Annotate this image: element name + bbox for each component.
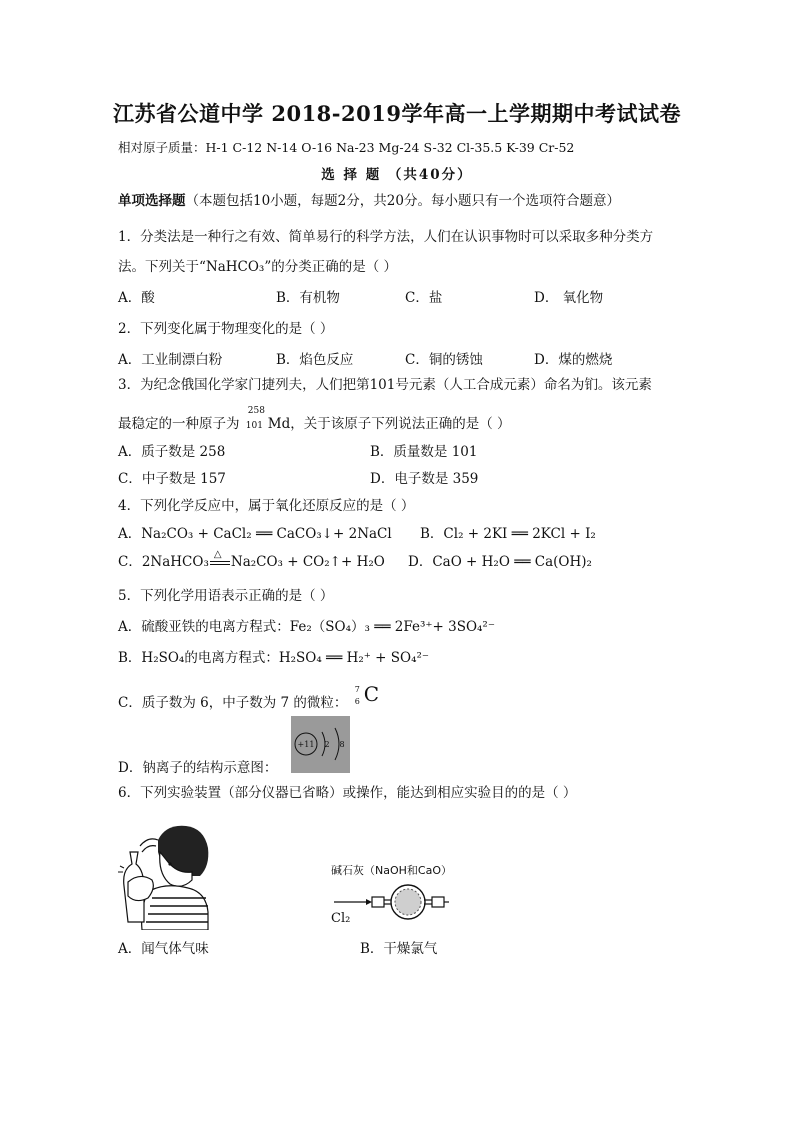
section-instructions <box>118 192 620 210</box>
c-mass-number: 7 <box>354 685 360 694</box>
section-title: 选 择 题 （共40分） <box>321 167 473 183</box>
q2-option-b: B．焰色反应 <box>276 352 354 368</box>
q2-option-d: D．煤的燃烧 <box>534 352 613 368</box>
shell-2-electrons: 8 <box>339 740 345 749</box>
q4-c-reactant: C．2NaHCO₃ <box>118 554 209 570</box>
heat-arrow <box>209 549 231 571</box>
q5-option-b: B．H₂SO₄的电离方程式：H₂SO₄ ══ H₂⁺ + SO₄²⁻ <box>118 650 430 666</box>
equals-bar <box>210 561 230 565</box>
q4-option-d: D．CaO + H₂O ══ Ca(OH)₂ <box>408 554 592 570</box>
eye-icon <box>168 862 171 865</box>
md-nuclide <box>244 406 268 433</box>
q6-stem: 6．下列实验装置（部分仪器已省略）或操作，能达到相应实验目的的是（ ） <box>118 785 577 801</box>
q5-c-text: C．质子数为 6，中子数为 7 的微粒： <box>118 695 348 711</box>
q4-option-b: B．Cl₂ + 2KI ══ 2KCl + I₂ <box>420 526 596 542</box>
shell-1-electrons: 2 <box>324 740 330 749</box>
q6-option-a: A．闻气体气味 <box>118 941 209 957</box>
arrow-head-icon <box>366 899 372 905</box>
stopper-right <box>432 897 444 907</box>
gas-lines-icon <box>118 866 124 872</box>
q5-option-c <box>118 682 379 712</box>
q2-stem: 2．下列变化属于物理变化的是（ ） <box>118 321 334 337</box>
q3-option-c: C．中子数是 157 <box>118 471 226 487</box>
q3-option-b: B．质量数是 101 <box>370 444 478 460</box>
q4-stem: 4．下列化学反应中，属于氧化还原反应的是（ ） <box>118 498 415 514</box>
md-mass-number: 258 <box>247 406 265 416</box>
q1-stem-line2: 法。下列关于“NaHCO₃”的分类正确的是（ ） <box>118 259 398 275</box>
instr-text: （本题包括10小题，每题2分，共20分。每小题只有一个选项符合题意） <box>185 193 620 209</box>
q2-option-c: C．铜的锈蚀 <box>405 352 483 368</box>
c-symbol: C <box>363 682 379 706</box>
q6-option-b: B．干燥氯气 <box>360 941 438 957</box>
q1-option-a: A．酸 <box>118 290 155 306</box>
sodium-ion-diagram <box>291 716 350 773</box>
gas-label: Cl₂ <box>331 911 351 926</box>
q3-option-d: D．电子数是 359 <box>370 471 479 487</box>
md-symbol: Md <box>267 416 291 432</box>
q3-stem-line2 <box>118 406 511 433</box>
q2-option-a: A．工业制漂白粉 <box>118 352 223 368</box>
q1-stem-line1: 1．分类法是一种行之有效、简单易行的科学方法，人们在认识事物时可以采取多种分类方 <box>118 229 654 245</box>
q4-option-c <box>118 549 385 571</box>
hand-icon <box>128 876 153 900</box>
md-atomic-number: 101 <box>245 421 263 431</box>
q4-option-a: A．Na₂CO₃ + CaCl₂ ══ CaCO₃↓+ 2NaCl <box>118 526 392 542</box>
q3-option-a: A．质子数是 258 <box>118 444 226 460</box>
q5-option-d: D．钠离子的结构示意图： <box>118 760 278 776</box>
nucleus-charge: +11 <box>297 740 315 749</box>
q1-option-c: C．盐 <box>405 290 443 306</box>
q1-option-b: B．有机物 <box>276 290 340 306</box>
wafting-hand-icon <box>140 839 158 852</box>
q4-c-products: Na₂CO₃ + CO₂↑+ H₂O <box>230 554 385 570</box>
q1-option-d: D． 氧化物 <box>534 290 604 306</box>
q5-option-a: A．硫酸亚铁的电离方程式：Fe₂（SO₄）₃ ══ 2Fe³⁺+ 3SO₄²⁻ <box>118 619 495 635</box>
c-atomic-number: 6 <box>354 697 360 706</box>
q3-stem-post: ，关于该原子下列说法正确的是（ ） <box>290 416 511 432</box>
stopper-left <box>372 897 384 907</box>
smelling-gas-illustration <box>118 822 210 930</box>
q5-stem: 5．下列化学用语表示正确的是（ ） <box>118 588 334 604</box>
instr-label: 单项选择题 <box>118 193 186 209</box>
c-nuclide <box>352 685 364 709</box>
heat-symbol: △ <box>213 549 222 560</box>
atomic-masses: 相对原子质量：H-1 C-12 N-14 O-16 Na-23 Mg-24 S-32 Cl-35.5 K-39 Cr-52 <box>118 140 575 155</box>
q3-stem-pre: 最稳定的一种原子为 <box>118 416 240 432</box>
exam-title: 江苏省公道中学 2018-2019学年高一上学期期中考试试卷 <box>113 101 681 126</box>
apparatus-label: 碱石灰（NaOH和CaO） <box>331 864 452 877</box>
soda-lime-granules <box>395 889 421 915</box>
q3-stem-line1: 3．为纪念俄国化学家门捷列夫，人们把第101号元素（人工合成元素）命名为钔。该元素 <box>118 377 652 393</box>
